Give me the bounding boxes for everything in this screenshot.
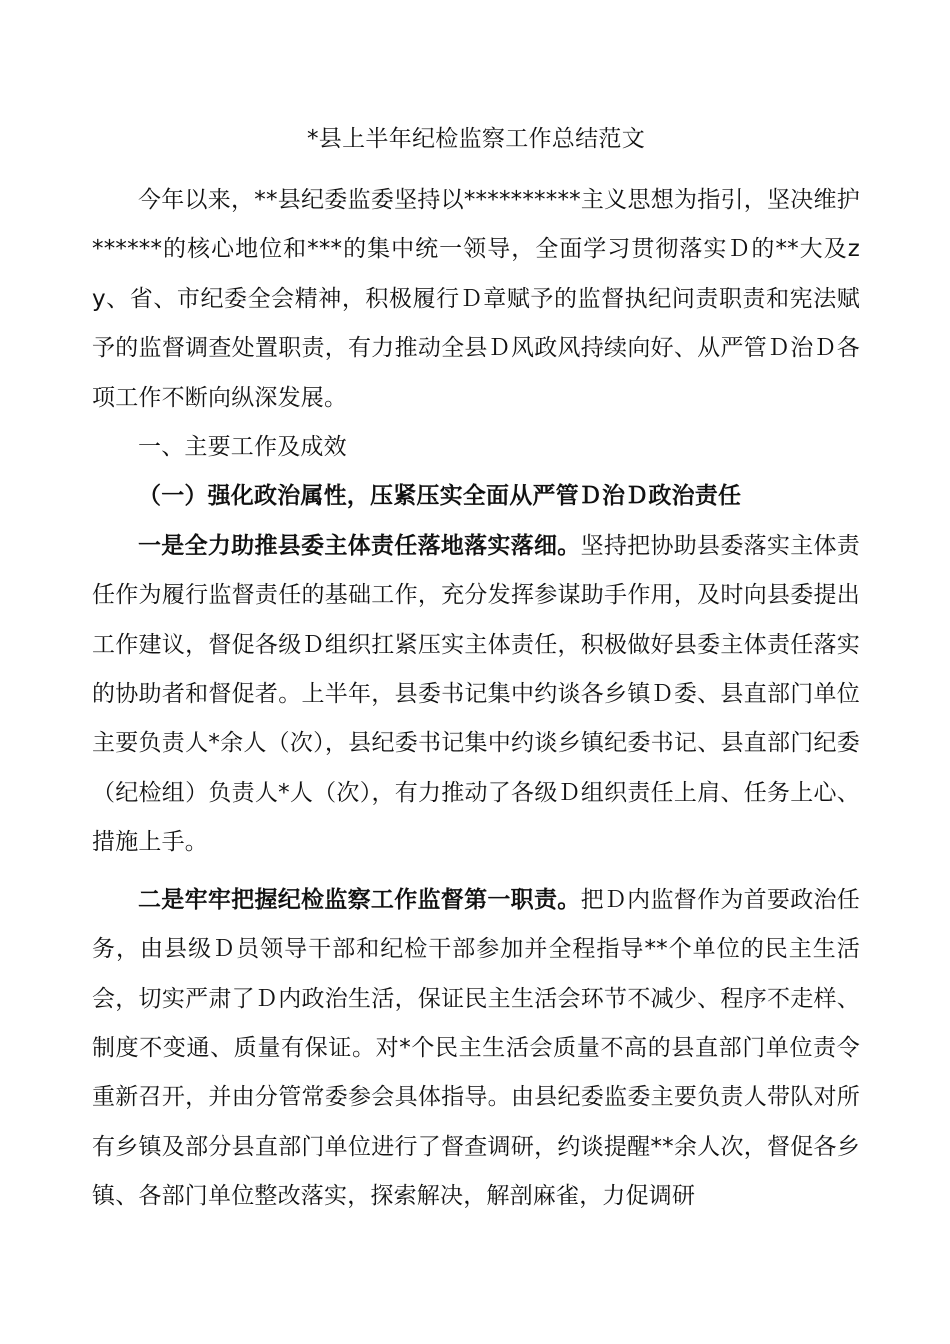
document-title: *县上半年纪检监察工作总结范文 <box>307 126 645 152</box>
point-two-lead: 二是牢牢把握纪检监察工作监督第一职责。 <box>138 886 581 913</box>
subsection-heading-political-responsibility: （一）强化政治属性，压紧压实全面从严管Ｄ治Ｄ政治责任 <box>138 483 742 510</box>
point-two-paragraph <box>92 876 860 1222</box>
point-two-body: 把Ｄ内监督作为首要政治任务，由县级Ｄ员领导干部和纪检干部参加并全程指导**个单位的民主生活会，切实严肃了Ｄ内政治生活，保证民主生活会环节不减少、程序不走样、制度不变通、质量有保证。对*个民主生活会质量不高的县直部门单位责令重新召开，并由分管常委参会具体指导。由县纪委监委主要负责人带队对所有乡镇及部分县直部门单位进行了督查调研，约谈提醒**余人次，督促各乡镇、各部门单位整改落实，探索解决，解剖麻雀，力促调研 <box>92 886 860 1210</box>
document-body <box>92 118 860 1222</box>
point-one-paragraph <box>92 522 860 868</box>
point-one-body: 坚持把协助县委落实主体责任作为履行监督责任的基础工作，充分发挥参谋助手作用，及时向县委提出工作建议，督促各级Ｄ组织扛紧压实主体责任，积极做好县委主体责任落实的协助者和督促者。上半年，县委书记集中约谈各乡镇Ｄ委、县直部门单位主要负责人*余人（次），县纪委书记集中约谈乡镇纪委书记、县直部门纪委（纪检组）负责人*人（次），有力推动了各级Ｄ组织责任上肩、任务上心、措施上手。 <box>92 532 860 856</box>
paragraph-gap <box>92 868 860 876</box>
section-heading-main-work: 一、主要工作及成效 <box>138 434 347 461</box>
intro-paragraph: 今年以来，**县纪委监委坚持以**********主义思想为指引，坚决维护******的核心地位和***的集中统一领导，全面学习贯彻落实Ｄ的**大及zy、省、市纪委全会精神，积极履行Ｄ章赋予的监督执纪问责职责和宪法赋予的监督调查处置职责，有力推动全县Ｄ风政风持续向好、从严管Ｄ治Ｄ各项工作不断向纵深发展。 <box>92 187 860 411</box>
point-one-lead: 一是全力助推县委主体责任落地落实落细。 <box>138 532 581 559</box>
